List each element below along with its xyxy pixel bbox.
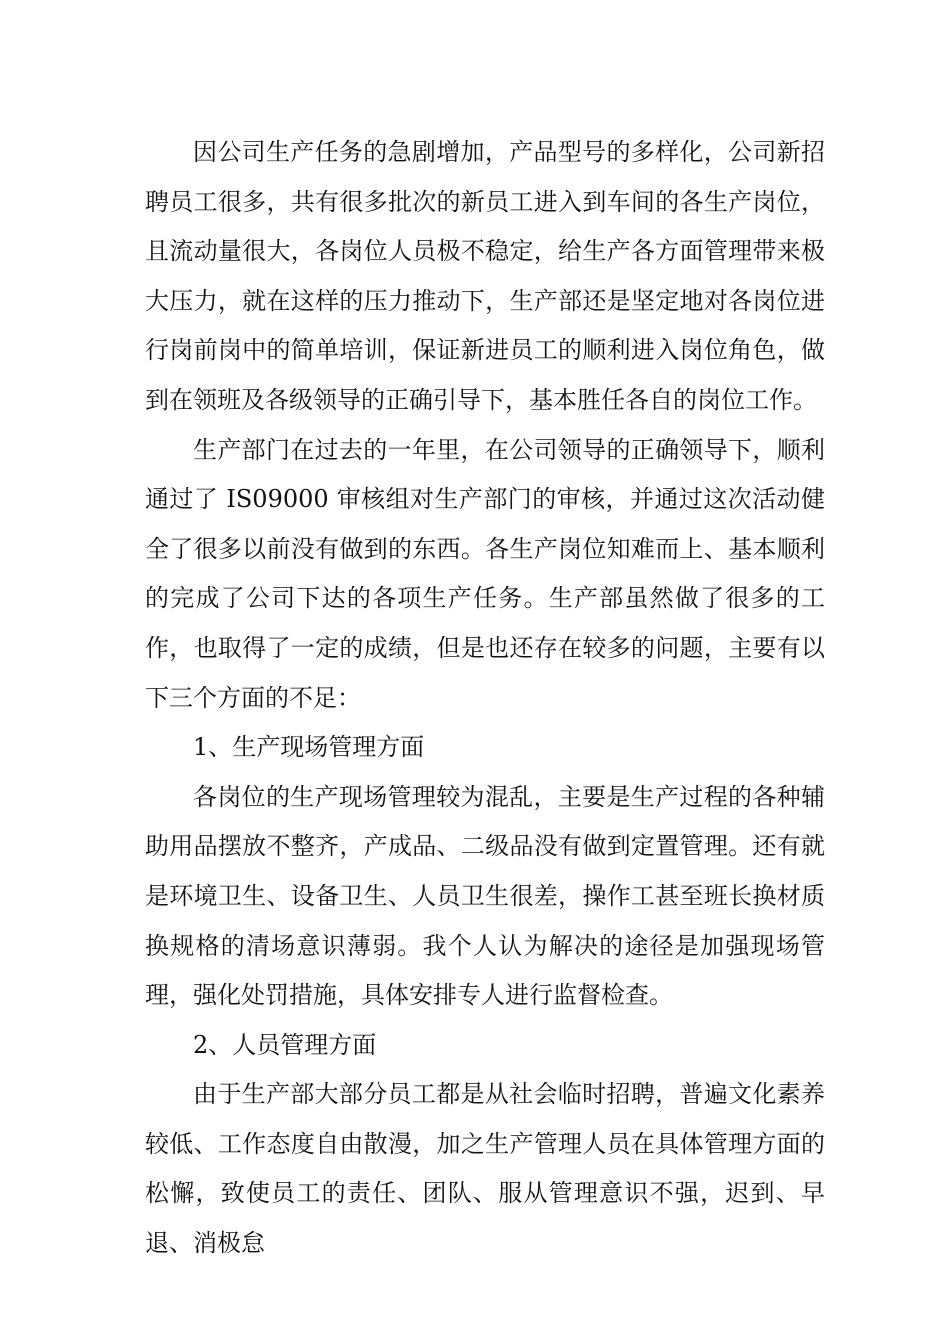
- paragraph-site-management: 各岗位的生产现场管理较为混乱，主要是生产过程的各种辅助用品摆放不整齐，产成品、二级品没有做到定置管理。还有就是环境卫生、设备卫生、人员卫生很差，操作工甚至班长换材质换规格的清场意识薄弱。我个人认为解决的途径是加强现场管理，强化处罚措施，具体安排专人进行监督检查。: [145, 782, 825, 1010]
- paragraph-recruitment: 因公司生产任务的急剧增加，产品型号的多样化，公司新招聘员工很多，共有很多批次的新员工进入到车间的各生产岗位，且流动量很大，各岗位人员极不稳定，给生产各方面管理带来极大压力，就在这样的压力推动下，生产部还是坚定地对各岗位进行岗前岗中的简单培训，保证新进员工的顺利进入岗位角色，做到在领班及各级领导的正确引导下，基本胜任各自的岗位工作。: [145, 138, 825, 414]
- heading-personnel-management: 2、人员管理方面: [193, 1030, 377, 1059]
- heading-site-management: 1、生产现场管理方面: [193, 733, 425, 762]
- document-body: [145, 128, 825, 1269]
- paragraph-personnel-management: 由于生产部大部分员工都是从社会临时招聘，普遍文化素养较低、工作态度自由散漫，加之生产管理人员在具体管理方面的松懈，致使员工的责任、团队、服从管理意识不强，迟到、早退、消极怠: [145, 1080, 825, 1258]
- paragraph-annual-review: 生产部门在过去的一年里，在公司领导的正确领导下，顺利通过了 IS09000 审核组对生产部门的审核，并通过这次活动健全了很多以前没有做到的东西。各生产岗位知难而上、基本顺利的完成了公司下达的各项生产任务。生产部虽然做了很多的工作，也取得了一定的成绩，但是也还存在较多的问题，主要有以下三个方面的不足：: [145, 435, 825, 712]
